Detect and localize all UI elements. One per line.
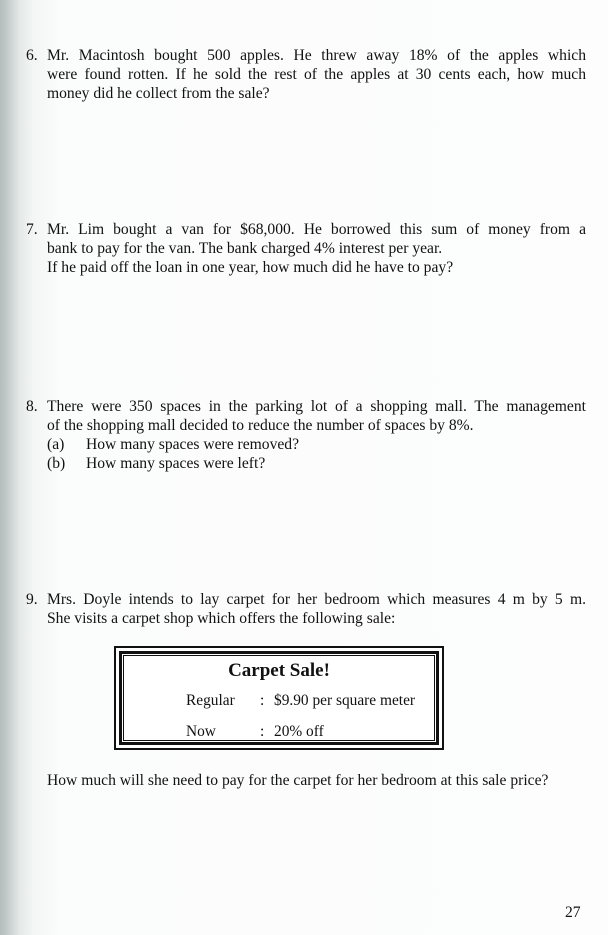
sale-row-key: Now <box>186 723 216 740</box>
sale-row-now <box>186 723 324 741</box>
question-part-a <box>47 435 586 454</box>
question-number: 9. <box>26 591 38 608</box>
question-number: 8. <box>26 398 38 415</box>
question-number: 6. <box>26 47 38 64</box>
sale-row-key: Regular <box>186 692 235 709</box>
question-text-line: were found rotten. If he sold the rest of the apples at 30 cents each, how much <box>47 66 586 83</box>
question-9-followup: How much will she need to pay for the carpet for her bedroom at this sale price? <box>47 772 549 789</box>
sale-row-separator: : <box>260 723 265 740</box>
question-number: 7. <box>26 221 38 238</box>
question-text-line: of the shopping mall decided to reduce the number of spaces by 8%. <box>47 417 474 434</box>
question-text-line: money did he collect from the sale? <box>47 85 270 102</box>
question-9 <box>26 590 586 628</box>
question-8 <box>26 397 586 473</box>
sale-row-separator: : <box>260 692 265 709</box>
part-label: (a) <box>47 436 65 453</box>
question-text-line: If he paid off the loan in one year, how much did he have to pay? <box>47 259 454 276</box>
sale-box-inner-border <box>119 651 439 745</box>
question-text-line: Mr. Lim bought a van for $68,000. He borrowed this sum of money from a <box>47 221 586 238</box>
question-text-line: Mr. Macintosh bought 500 apples. He threw away 18% of the apples which <box>47 47 586 64</box>
question-text-line: She visits a carpet shop which offers the following sale: <box>47 610 396 627</box>
part-label: (b) <box>47 455 66 472</box>
sale-row-value: 20% off <box>274 723 324 740</box>
sale-row-regular <box>186 692 415 710</box>
page-number: 27 <box>565 904 581 921</box>
question-text-line: There were 350 spaces in the parking lot of a shopping mall. The management <box>47 398 586 415</box>
question-part-b <box>47 454 586 473</box>
question-text-line: bank to pay for the van. The bank charged 4% interest per year. <box>47 240 443 257</box>
part-text: How many spaces were left? <box>86 455 266 472</box>
question-7 <box>26 220 586 277</box>
part-text: How many spaces were removed? <box>86 436 300 453</box>
page-edge-shadow <box>0 0 20 935</box>
question-text-line: Mrs. Doyle intends to lay carpet for her bedroom which measures 4 m by 5 m. <box>47 591 586 608</box>
carpet-sale-box <box>114 646 444 750</box>
sale-title: Carpet Sale! <box>228 660 330 681</box>
sale-row-value: $9.90 per square meter <box>274 692 416 709</box>
question-6 <box>26 46 586 103</box>
